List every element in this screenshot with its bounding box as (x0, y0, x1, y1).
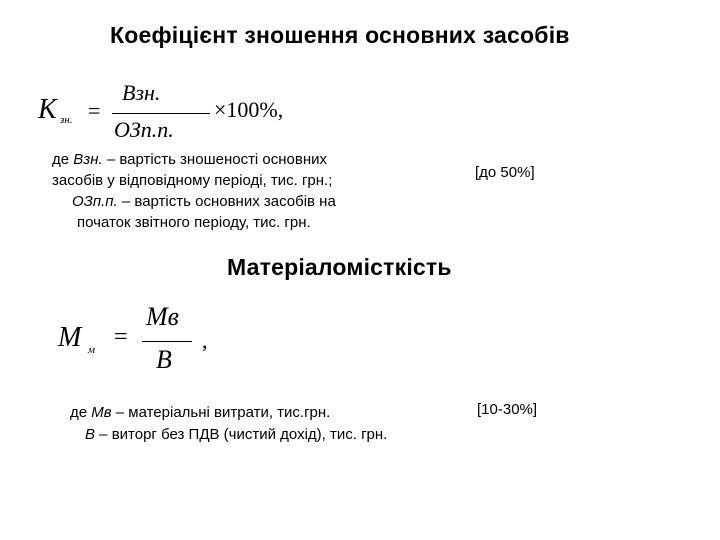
formula-equals: = (88, 98, 101, 123)
formula2-denominator: В (156, 345, 172, 374)
section2-range: [10-30%] (477, 401, 538, 418)
section2-title: Матеріаломісткість (227, 254, 452, 280)
section1-note-line2: засобів у відповідному періоді, тис. грн.; (52, 172, 333, 189)
formula-numerator: Взн. (122, 80, 161, 105)
fraction-bar (112, 113, 210, 114)
formula2-lhs-symbol: M (58, 322, 82, 353)
section1-note-line4: початок звітного періоду, тис. грн. (77, 214, 311, 231)
formula2-equals: = (114, 324, 128, 350)
symbol-vzn: Взн. (73, 151, 103, 168)
formula-lhs-subscript: зн. (60, 114, 73, 126)
section1-note-line3: ОЗп.п. – вартість основних засобів на (72, 193, 336, 210)
fraction2-bar (142, 341, 192, 342)
section2-note-line1: де Мв – матеріальні витрати, тис.грн. (70, 404, 331, 421)
wear-coefficient-formula (38, 80, 298, 150)
formula2-lhs-subscript: м (88, 344, 96, 356)
symbol-v: В (85, 426, 96, 443)
symbol-mv: Мв (91, 404, 112, 421)
section1-note-line1: де Взн. – вартість зношеності основних (52, 151, 328, 168)
symbol-ozpp: ОЗп.п. (72, 193, 118, 210)
section1-title: Коефіцієнт зношення основних засобів (110, 22, 570, 48)
material-intensity-formula (58, 300, 218, 380)
formula-denominator: ОЗп.п. (114, 117, 174, 142)
section1-range: [до 50%] (475, 164, 535, 181)
section2-note-line2: В – виторг без ПДВ (чистий дохід), тис. грн. (85, 426, 388, 443)
formula2-numerator: Мв (146, 302, 179, 331)
formula-lhs-symbol: K (38, 94, 57, 125)
formula-multiplier: ×100%, (214, 97, 284, 122)
formula2-comma: , (202, 328, 208, 353)
